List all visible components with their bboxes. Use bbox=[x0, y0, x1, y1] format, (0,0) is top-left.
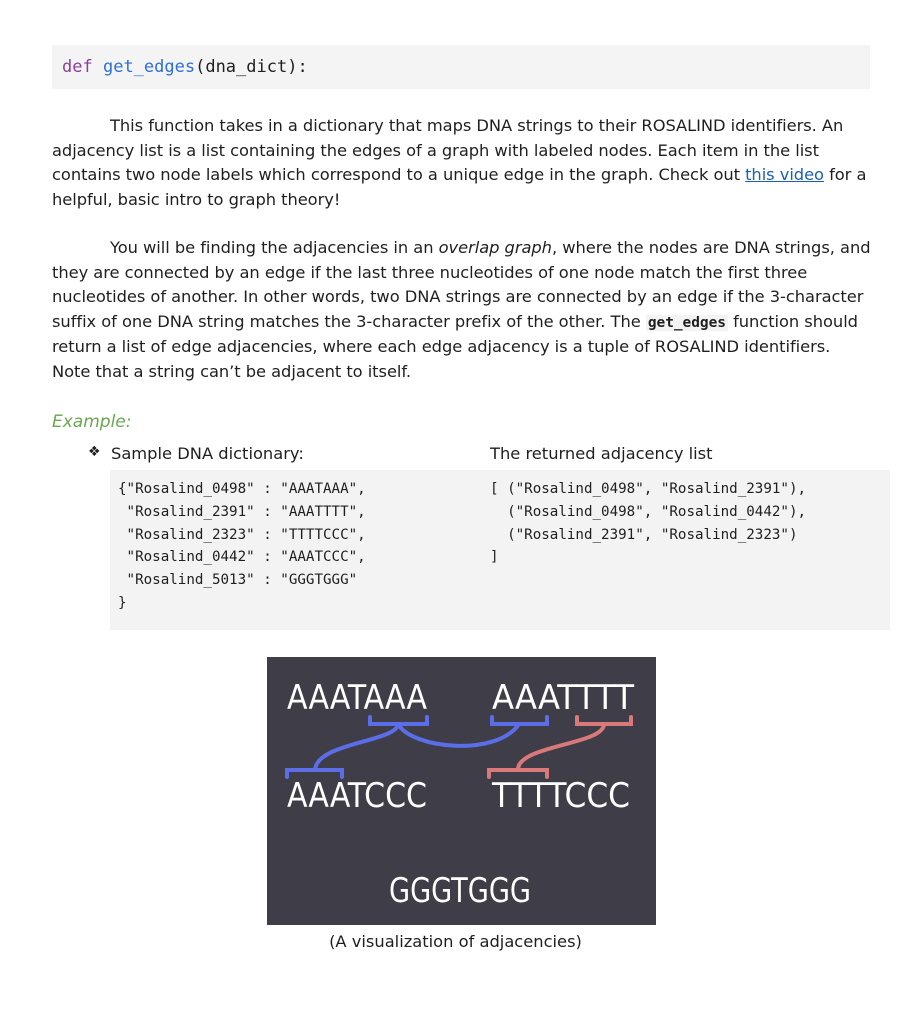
sample-dictionary-code: {"Rosalind_0498" : "AAATAAA", "Rosalind_2391" : "AAATTTT", "Rosalind_2323" : "TTTTCCC", "Rosalind_0442" : "AAATCCC", "Rosalind_5013" : "GGGTGGG" } bbox=[118, 481, 366, 611]
function-signature bbox=[52, 45, 870, 89]
video-link[interactable]: this video bbox=[745, 165, 824, 184]
overlap-graph-paragraph bbox=[52, 236, 872, 384]
node-aaatccc: AAATCCC bbox=[287, 776, 427, 816]
paragraph2-text-b: , where the nodes are DNA strings, and they are connected by an edge if the last three nucleotides of one node match the first three nucleotides of another. In other words, two DNA strings are connected by an edge if the 3-character suffix of one DNA string matches the 3-character prefix of the other. The bbox=[52, 238, 871, 331]
node-gggtggg: GGGTGGG bbox=[389, 871, 531, 911]
diamond-bullet-icon: ❖ bbox=[88, 444, 101, 460]
visualization-caption: (A visualization of adjacencies) bbox=[329, 932, 582, 951]
node-aaatttt: AAATTTT bbox=[492, 678, 635, 718]
paragraph2-text-c: function should return a list of edge adjacencies, where each edge adjacency is a tuple of ROSALIND identifiers. Note that a string can’t be adjacent to itself. bbox=[52, 311, 858, 381]
node-aaataaa: AAATAAA bbox=[287, 678, 428, 718]
edge-aaatttt-ttttccc bbox=[518, 724, 604, 770]
function-name: get_edges bbox=[102, 57, 196, 77]
adjacency-visualization bbox=[267, 657, 656, 925]
description-paragraph bbox=[52, 114, 872, 212]
function-params: (dna_dict): bbox=[195, 57, 308, 77]
get-edges-code: get_edges bbox=[647, 314, 726, 331]
node-ttttccc: TTTTCCC bbox=[490, 776, 630, 816]
def-keyword: def bbox=[62, 57, 93, 77]
paragraph1-text-b: for a helpful, basic intro to graph theory! bbox=[52, 165, 867, 209]
adjacency-list-code: [ ("Rosalind_0498", "Rosalind_2391"), ("Rosalind_0498", "Rosalind_0442"), ("Rosalind_2391", "Rosalind_2323") ] bbox=[490, 481, 807, 566]
paragraph1-text-a: This function takes in a dictionary that maps DNA strings to their ROSALIND identifiers. An adjacency list is a list containing the edges of a graph with labeled nodes. Each item in the list contains two node labels which correspond to a unique edge in the graph. Check out bbox=[52, 116, 844, 184]
edge-aaataaa-aaatttt bbox=[398, 724, 519, 746]
paragraph2-text-a: You will be finding the adjacencies in an bbox=[110, 238, 439, 257]
adjacency-list-label: The returned adjacency list bbox=[490, 444, 713, 463]
adjacency-diagram bbox=[267, 657, 656, 925]
edge-aaataaa-aaatccc bbox=[315, 724, 398, 770]
example-heading: Example: bbox=[52, 412, 132, 432]
sample-dictionary-label: Sample DNA dictionary: bbox=[111, 444, 304, 463]
overlap-graph-term: overlap graph bbox=[438, 238, 552, 257]
